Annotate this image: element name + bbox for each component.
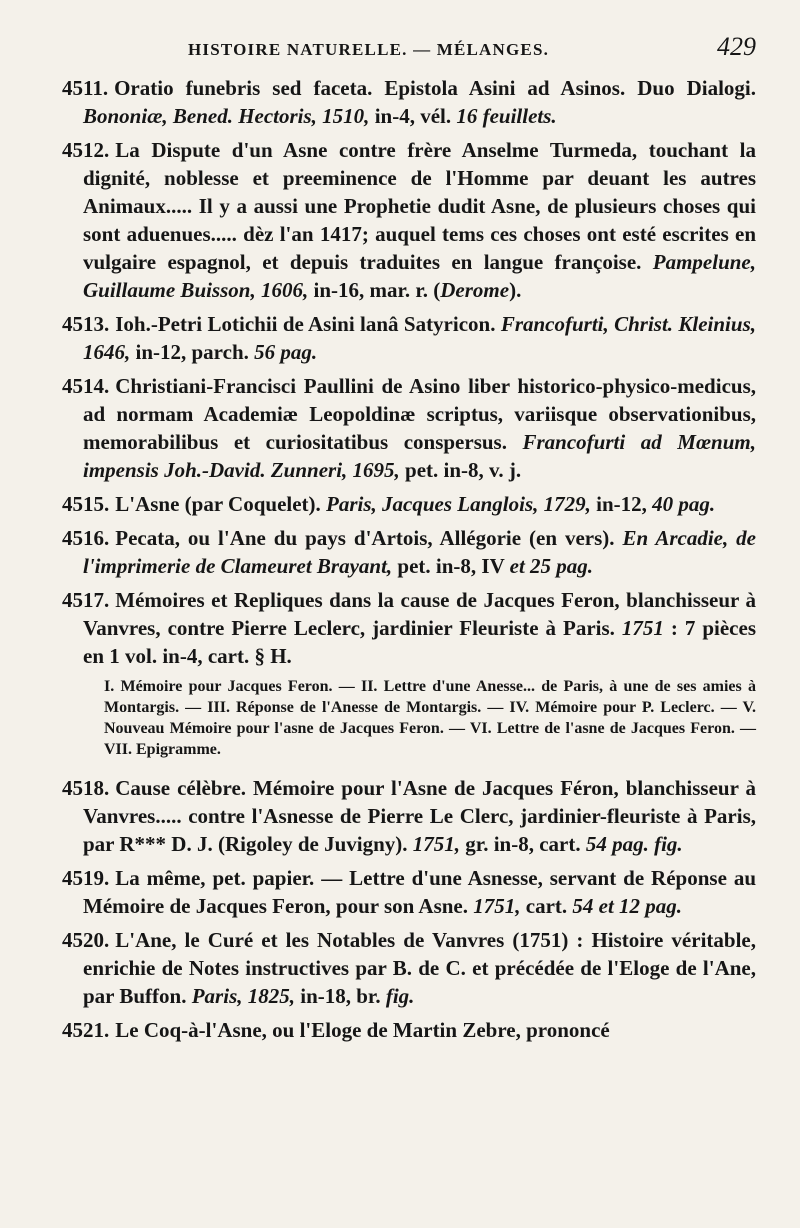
entry-number: 4518. — [62, 776, 110, 800]
entry-extent: 54 et 12 pag. — [572, 894, 683, 918]
entry-extent: 16 feuillets. — [456, 104, 557, 128]
entry-title: Mémoires et Repliques dans la cause de Jacques Feron, blanchisseur à Vanvres, contre Pierre Leclerc, jardinier Fleuriste à Paris. — [83, 588, 756, 640]
entry-number: 4520. — [62, 928, 110, 952]
entry-4514 — [62, 372, 756, 484]
entry-format: in-4, vél. — [369, 104, 457, 128]
entry-imprint: En Arcadie, de l'imprimerie de Clameuret Brayant, — [83, 526, 756, 578]
entry-4512 — [62, 136, 756, 304]
entry-imprint: Pampelune, Guillaume Buisson, 1606, — [83, 250, 756, 302]
entry-4520 — [62, 926, 756, 1010]
entry-format: gr. in-8, cart. — [460, 832, 586, 856]
entry-format: in-12, parch. — [130, 340, 255, 364]
entry-number: 4516. — [62, 526, 110, 550]
entry-imprint: 1751, — [412, 832, 461, 856]
entry-title: Cause célèbre. Mémoire pour l'Asne de Jacques Féron, blanchisseur à Vanvres..... contre l'Asnesse de Pierre Le Clerc, jardinier-fleuriste à Paris, par R*** D. J. (Rigoley de Juvigny). — [83, 776, 756, 856]
entry-format: in-12, — [590, 492, 653, 516]
entry-number: 4511. — [62, 76, 109, 100]
entry-4521 — [62, 1016, 756, 1044]
page-header — [62, 30, 756, 74]
entry-number: 4515. — [62, 492, 110, 516]
entry-number: 4519. — [62, 866, 110, 890]
entry-format: cart. — [520, 894, 573, 918]
entry-4517 — [62, 586, 756, 670]
entry-number: 4512. — [62, 138, 110, 162]
entry-title: Le Coq-à-l'Asne, ou l'Eloge de Martin Zebre, prononcé — [115, 1018, 610, 1042]
entry-imprint: 1751, — [473, 894, 521, 918]
page-number: 429 — [717, 32, 756, 61]
entry-format: in-16, mar. r. ( — [308, 278, 441, 302]
entry-imprint: 1751 — [621, 616, 664, 640]
entry-number: 4521. — [62, 1018, 110, 1042]
entry-imprint: Bononiæ, Bened. Hectoris, 1510, — [83, 104, 370, 128]
entry-4515 — [62, 490, 756, 518]
entry-extent: 54 pag. fig. — [585, 832, 683, 856]
entry-binder: Derome — [440, 278, 510, 302]
entry-imprint: Paris, 1825, — [191, 984, 295, 1008]
entry-imprint: Francofurti, Christ. Kleinius, 1646, — [83, 312, 756, 364]
entry-extent: fig. — [385, 984, 415, 1008]
entry-4518 — [62, 774, 756, 858]
entry-extent: et 25 pag. — [509, 554, 594, 578]
entry-format: in-18, br. — [295, 984, 386, 1008]
entry-title: Christiani-Francisci Paullini de Asino liber historico-physico-medicus, ad normam Academiæ Leopoldinæ scriptus, variisque observationibus, memorabilibus et curiositatibus conspersus. — [83, 374, 756, 454]
entry-4517-contents-note: I. Mémoire pour Jacques Feron. — II. Lettre d'une Anesse... de Paris, à une de ses amies à Montargis. — III. Réponse de l'Anesse de Montargis. — IV. Mémoire pour P. Leclerc. — V. Nouveau Mémoire pour l'asne de Jacques Feron. — VI. Lettre de l'asne de Jacques Feron. — VII. Epigramme. — [104, 678, 756, 758]
entry-format: pet. in-8, IV — [392, 554, 510, 578]
entry-title: Ioh.-Petri Lotichii de Asini lanâ Satyricon. — [115, 312, 501, 336]
entry-number: 4513. — [62, 312, 110, 336]
entry-title: La Dispute d'un Asne contre frère Anselme Turmeda, touchant la dignité, noblesse et preeminence de l'Homme par deuant les autres Animaux..... Il y a aussi une Prophetie dudit Asne, de plusieurs choses qui sont aduenues..... dèz l'an 1417; auquel tems ces choses ont esté escrites en vulgaire espagnol, et depuis traduites en langue françoise. — [83, 138, 756, 274]
entry-number: 4514. — [62, 374, 110, 398]
entry-extent: 40 pag. — [652, 492, 716, 516]
entry-4513 — [62, 310, 756, 366]
entry-format: pet. in-8, v. j. — [399, 458, 522, 482]
entry-imprint: Francofurti ad Mœnum, impensis Joh.-David. Zunneri, 1695, — [83, 430, 756, 482]
entry-title: La même, pet. papier. — Lettre d'une Asnesse, servant de Réponse au Mémoire de Jacques Feron, pour son Asne. — [83, 866, 756, 918]
entry-close: ). — [509, 278, 522, 302]
entry-format: : 7 pièces en 1 vol. in-4, cart. § H. — [83, 616, 756, 668]
running-head: HISTOIRE NATURELLE. — MÉLANGES. — [188, 40, 550, 59]
entry-title: Oratio funebris sed faceta. Epistola Asini ad Asinos. Duo Dialogi. — [114, 76, 756, 100]
entry-extent: 56 pag. — [254, 340, 318, 364]
entry-number: 4517. — [62, 588, 110, 612]
entry-4519 — [62, 864, 756, 920]
entry-4511 — [62, 74, 756, 130]
entry-title: L'Asne (par Coquelet). — [115, 492, 327, 516]
entry-title: L'Ane, le Curé et les Notables de Vanvres (1751) : Histoire véritable, enrichie de Notes instructives par B. de C. et précédée de l'Eloge de l'Ane, par Buffon. — [83, 928, 756, 1008]
entry-title: Pecata, ou l'Ane du pays d'Artois, Allégorie (en vers). — [115, 526, 623, 550]
entry-imprint: Paris, Jacques Langlois, 1729, — [326, 492, 591, 516]
entry-4516 — [62, 524, 756, 580]
